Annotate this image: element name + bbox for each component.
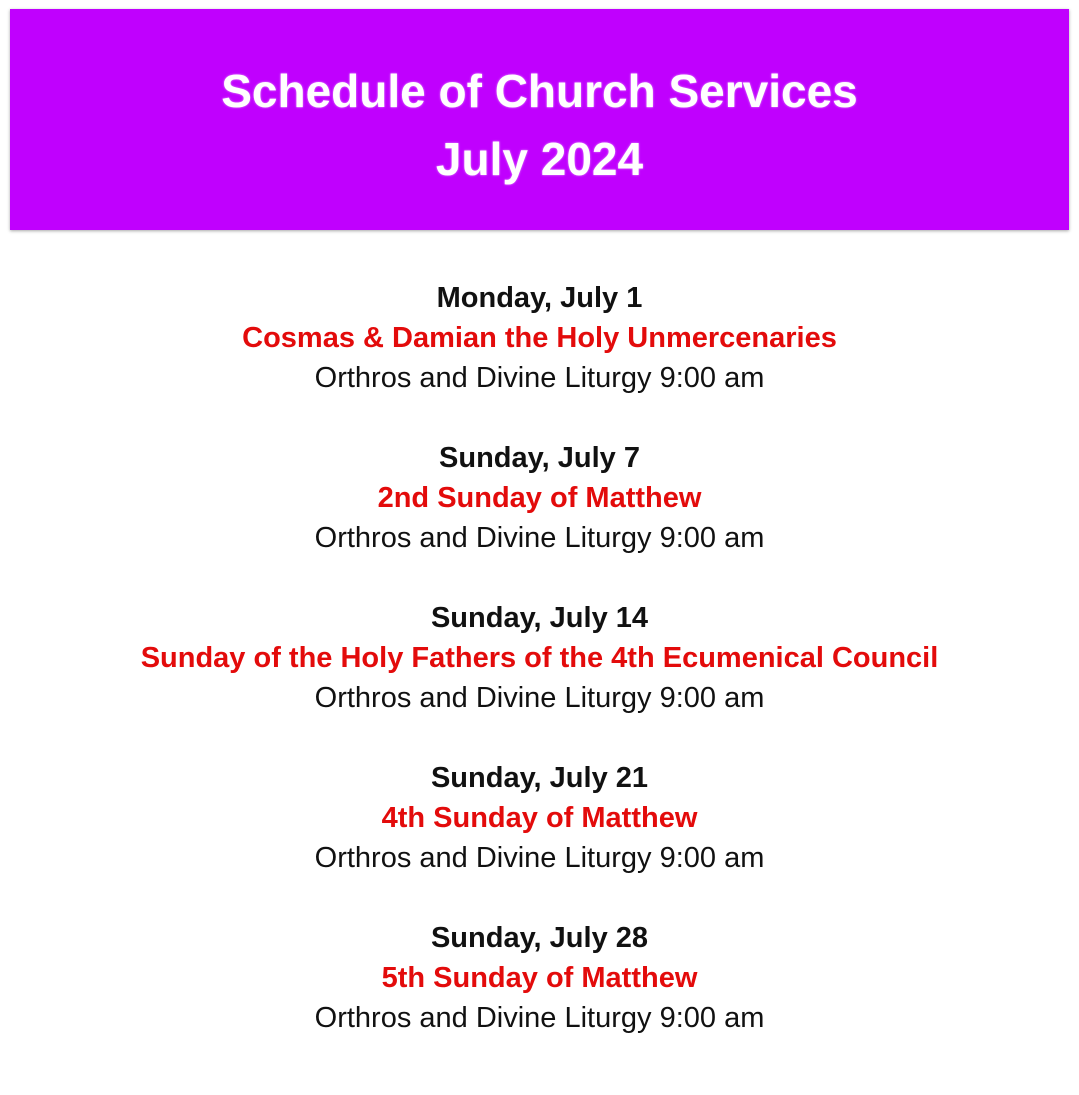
entry-service: Orthros and Divine Liturgy 9:00 am <box>314 682 765 714</box>
entry-feast: 4th Sunday of Matthew <box>381 802 698 834</box>
entry-feast: 2nd Sunday of Matthew <box>377 482 702 514</box>
page-title: Schedule of Church Services <box>221 65 858 117</box>
entry-service: Orthros and Divine Liturgy 9:00 am <box>314 1002 765 1034</box>
entry-service: Orthros and Divine Liturgy 9:00 am <box>314 522 765 554</box>
entry-date: Sunday, July 28 <box>430 922 649 954</box>
schedule-entry <box>0 438 1079 598</box>
schedule-header-banner <box>10 9 1069 230</box>
entry-feast: Sunday of the Holy Fathers of the 4th Ecumenical Council <box>140 642 939 674</box>
page-subtitle-month: July 2024 <box>435 133 644 185</box>
entry-date: Monday, July 1 <box>436 282 643 314</box>
entry-date: Sunday, July 14 <box>430 602 649 634</box>
entry-service: Orthros and Divine Liturgy 9:00 am <box>314 362 765 394</box>
entry-date: Sunday, July 21 <box>430 762 649 794</box>
schedule-entry <box>0 278 1079 438</box>
schedule-entry <box>0 918 1079 1078</box>
schedule-entry <box>0 758 1079 918</box>
entry-feast: 5th Sunday of Matthew <box>381 962 698 994</box>
schedule-entry <box>0 598 1079 758</box>
entry-date: Sunday, July 7 <box>439 442 640 474</box>
entry-feast: Cosmas & Damian the Holy Unmercenaries <box>242 322 837 354</box>
service-schedule-list <box>0 278 1079 1078</box>
entry-service: Orthros and Divine Liturgy 9:00 am <box>314 842 765 874</box>
